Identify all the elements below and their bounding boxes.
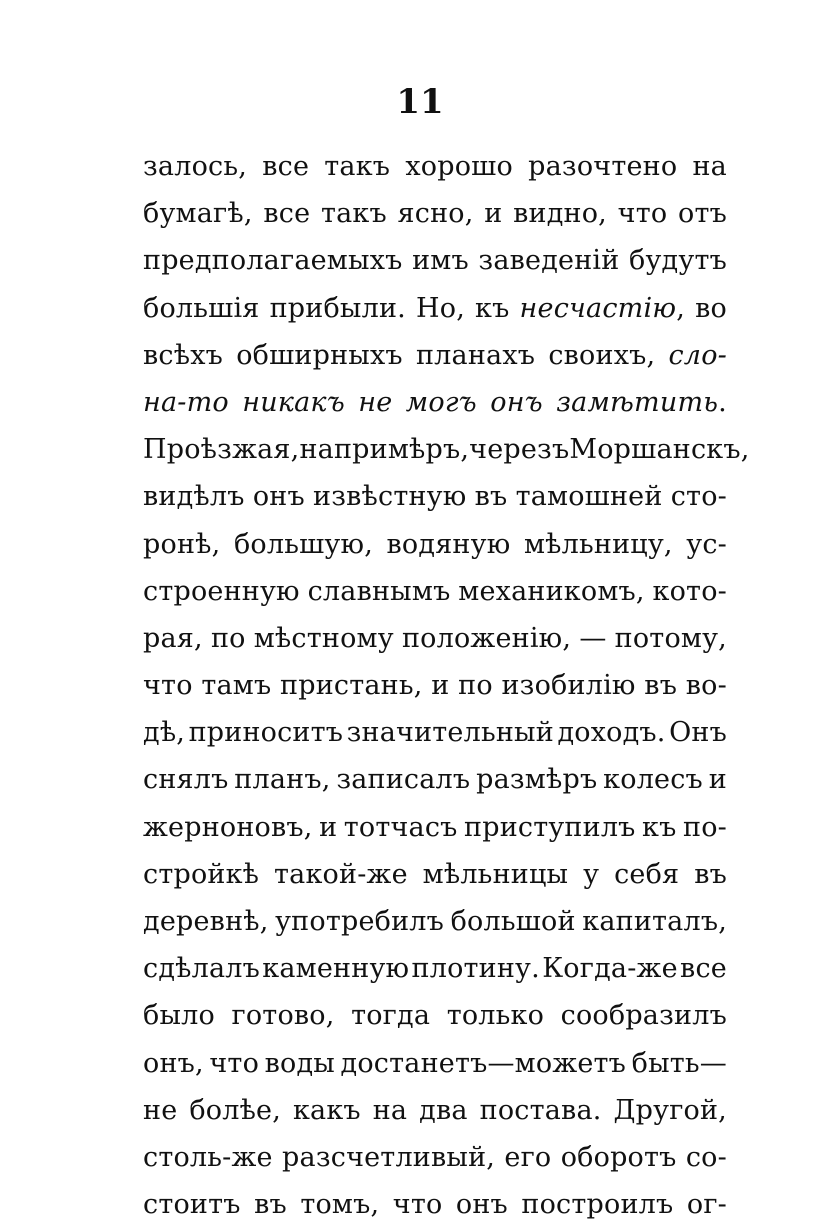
word: большую, [233,528,373,560]
word: готово, [231,1000,335,1032]
word: водяную [386,528,511,560]
word: все [262,151,310,182]
page-number: 11 [396,82,444,122]
word: могъ [405,386,477,418]
word: большія [143,292,260,324]
word: значительный [346,717,554,749]
text-line [143,662,727,709]
word: ронѣ, [143,528,221,560]
word: плотину. [411,953,540,985]
word: онъ [252,481,305,513]
word: хорошо [405,151,513,182]
text-line [143,615,727,662]
word: большой [450,906,576,937]
word: къ [475,292,510,324]
word: мѣстному [253,622,394,654]
text-line [143,190,727,237]
word: предполагаемыхъ [143,245,403,277]
word: капиталъ, [582,906,727,937]
text-line [143,945,727,992]
text-line [143,898,727,945]
word: все [263,198,311,230]
word: по- [683,811,727,843]
word: несчастію, [519,292,686,324]
word: потому, [614,622,727,654]
text-line [143,804,727,851]
text-line [143,1181,727,1228]
word: томъ, [300,1189,380,1221]
word: на [299,434,334,466]
word: на [372,1094,408,1126]
word: не [143,1094,178,1126]
word: колесъ [603,764,703,796]
word: строенную [143,575,300,607]
word: видѣлъ [143,481,245,513]
text-line [143,1134,727,1181]
word: все [680,953,727,985]
word: онъ [490,386,543,418]
text-line [143,851,727,898]
word: въ [474,481,508,513]
word: такой-же [274,858,408,890]
word: заведеній [478,245,620,277]
word: на-то [143,386,229,418]
word: что [143,670,193,702]
word: — [579,622,607,654]
word: мѣльницу, [523,528,673,560]
text-line [143,237,727,284]
word: такъ [324,151,391,182]
text-line [143,426,750,473]
word: было [143,1000,215,1032]
word: на [692,151,727,182]
word: примѣръ, [333,434,470,466]
word: тогда [351,1000,431,1032]
word: стоитъ [143,1189,241,1221]
word: каменную [262,953,410,985]
word: размѣръ [476,764,598,796]
word: имъ [412,245,469,277]
word: у [583,858,600,890]
text-line [143,1087,727,1134]
word: сто- [670,481,727,513]
word: себя [614,858,680,890]
text-line [143,521,727,568]
word: тамошней [515,481,663,513]
text-line [143,332,727,379]
word: залось, [143,151,248,182]
text-line [143,992,727,1039]
word: два [419,1094,468,1126]
body-text [143,143,750,1228]
word: записалъ [336,764,471,796]
word: что [392,1189,443,1221]
word: ог- [686,1189,727,1221]
word: положенію, [401,622,572,654]
word: сло- [668,339,727,371]
word: прибыли. [269,292,406,324]
word: приступилъ [464,811,636,843]
word: и [319,811,338,843]
text-line [143,379,727,426]
word: во [695,292,727,324]
word: Моршанскъ, [569,434,750,466]
word: видно, [513,198,607,230]
word: планахъ [415,339,536,371]
word: славнымъ [307,575,451,607]
word: ясно, [397,198,474,230]
word: деревнѣ, [143,906,269,937]
word: мѣльницы [422,858,569,890]
text-line [143,473,727,520]
word: замѣтить. [556,386,727,418]
word: доходъ. [557,717,666,749]
word: снялъ [143,764,229,796]
word: какъ [292,1094,361,1126]
word: въ [254,1189,287,1221]
word: только [446,1000,545,1032]
word: постава. [479,1094,602,1126]
text-line [143,756,727,803]
word: Но, [416,292,465,324]
word: по [210,622,246,654]
word: планъ, [234,764,331,796]
word: Онъ [669,717,727,749]
word: рая, [143,622,203,654]
word: во- [685,670,727,702]
text-line [143,568,727,615]
word: къ [642,811,677,843]
text-line [143,285,727,332]
word: употребилъ [275,906,445,937]
word: ус- [686,528,727,560]
word: такъ [320,198,387,230]
word: быть— [631,1047,727,1079]
word: столь-же [143,1141,273,1173]
word: онъ, [143,1047,204,1079]
word: оборотъ [560,1141,677,1173]
word: по [458,670,493,702]
word: жерноновъ, [143,811,313,843]
word: пристань, [280,670,423,702]
word: что [617,198,668,230]
word: приноситъ [188,717,344,749]
word: болѣе, [189,1094,282,1126]
word: Когда-же [542,953,678,985]
word: Другой, [613,1094,727,1126]
word: разочтено [528,151,678,182]
word: тамъ [201,670,272,702]
word: со- [685,1141,727,1173]
word: кото- [652,575,727,607]
word: воды [264,1047,335,1079]
word: стройкѣ [143,858,260,890]
word: никакъ [242,386,345,418]
word: достанетъ—можетъ [340,1047,627,1079]
word: будутъ [629,245,727,277]
word: и [484,198,503,230]
word: въ [694,858,727,890]
word: механикомъ, [458,575,645,607]
word: въ [644,670,678,702]
word: отъ [677,198,727,230]
word: бумагѣ, [143,198,253,230]
word: черезъ [469,434,570,466]
word: разсчетливый, [282,1141,496,1173]
word: и [431,670,450,702]
word: тотчасъ [343,811,458,843]
text-line [143,1040,727,1087]
word: что [209,1047,260,1079]
word: обширныхъ [236,339,403,371]
word: своихъ, [548,339,656,371]
word: не [358,386,393,418]
word: и [708,764,727,796]
word: изобилію [501,670,636,702]
word: онъ [455,1189,508,1221]
word: дѣ, [143,717,186,749]
word: построилъ [521,1189,674,1221]
word: сдѣлалъ [143,953,261,985]
word: сообразилъ [560,1000,727,1032]
word: извѣстную [313,481,467,513]
word: всѣхъ [143,339,224,371]
text-line [143,709,727,756]
word: Проѣзжая, [143,434,300,466]
word: его [504,1141,552,1173]
text-line [143,143,727,190]
